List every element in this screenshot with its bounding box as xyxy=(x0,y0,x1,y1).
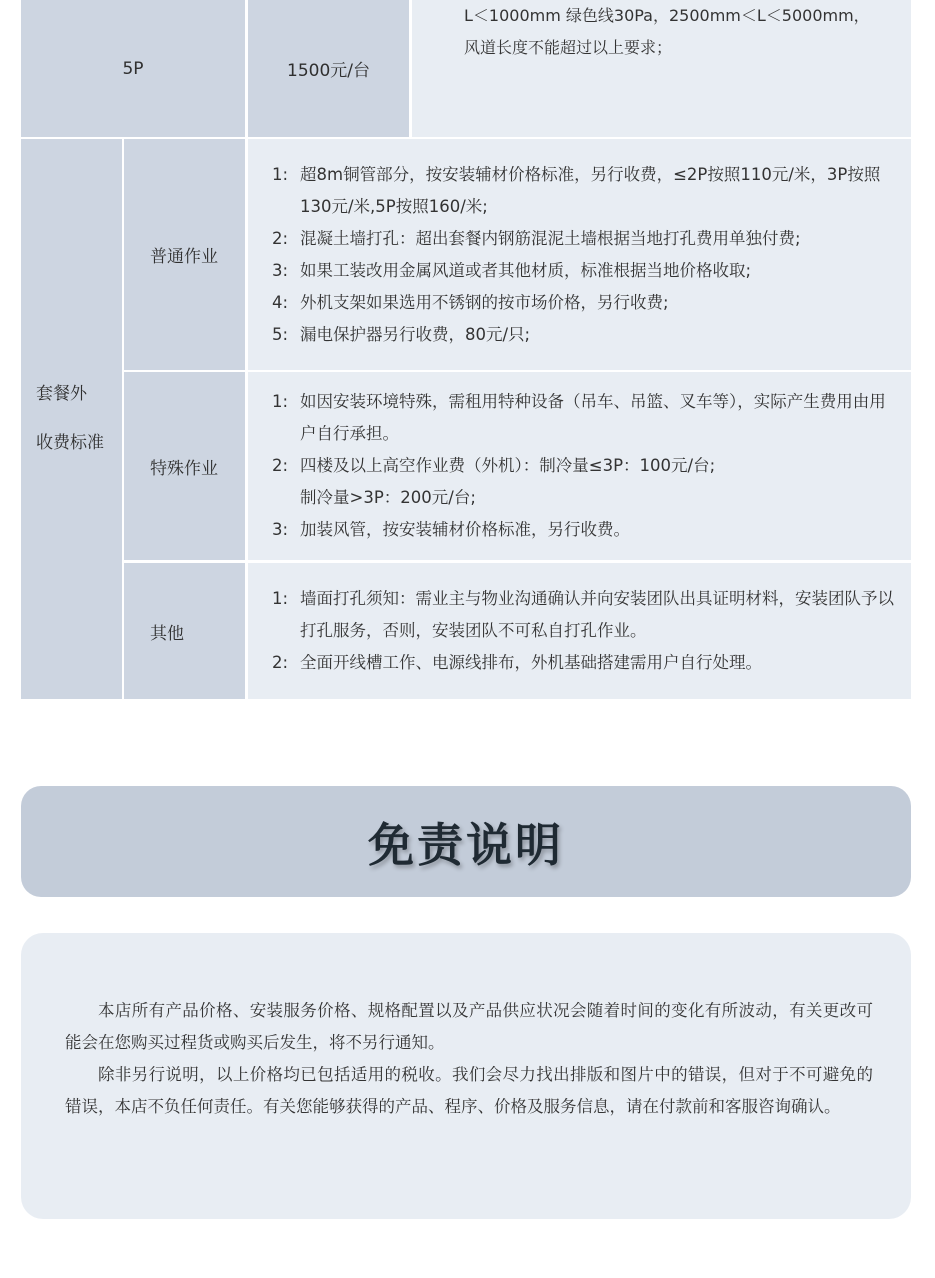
list-item xyxy=(272,255,899,287)
list-item xyxy=(272,450,899,482)
package-extra-label-cell xyxy=(21,139,122,699)
package-extra-label-line-2: 收费标准 xyxy=(36,433,104,453)
item-number: 2: xyxy=(272,228,289,248)
group-name: 普通作业 xyxy=(150,247,218,267)
item-number: 1: xyxy=(272,589,289,608)
group-label-normal xyxy=(124,139,245,370)
item-number: 2: xyxy=(272,456,289,475)
item-text: 外机支架如果选用不锈钢的按市场价格，另行收费; xyxy=(300,292,669,312)
duct-note-line-2: 风道长度不能超过以上要求； xyxy=(464,38,673,57)
item-text: 全面开线槽工作、电源线排布，外机基础搭建需用户自行处理。 xyxy=(300,653,762,672)
item-number: 1: xyxy=(272,164,289,184)
list-item xyxy=(272,647,899,679)
item-text: 加装风管，按安装辅材价格标准，另行收费。 xyxy=(300,520,630,539)
item-text: 墙面打孔须知：需业主与物业沟通确认并向安装团队出具证明材料，安装团队予以打孔服务，否则，安装团队不可私自打孔作业。 xyxy=(300,589,894,640)
duct-note-line-1: L＜1000mm 绿色线30Pa，2500mm＜L＜5000mm， xyxy=(464,6,870,25)
item-text: 超8m铜管部分，按安装辅材价格标准，另行收费，≤2P按照110元/米，3P按照130元/米,5P按照160/米; xyxy=(300,164,881,216)
group-list-other xyxy=(248,563,911,699)
spec-cell xyxy=(21,0,245,137)
list-item xyxy=(272,386,899,450)
group-label-other xyxy=(124,563,245,699)
group-label-special xyxy=(124,372,245,560)
disclaimer-paragraph-2: 除非另行说明，以上价格均已包括适用的税收。我们会尽力找出排版和图片中的错误，但对于不可避免的错误，本店不负任何责任。有关您能够获得的产品、程序、价格及服务信息，请在付款前和客服咨询确认。 xyxy=(65,1065,873,1116)
duct-note-cell xyxy=(412,0,911,137)
item-number xyxy=(272,482,300,514)
list-item xyxy=(272,514,899,546)
item-text: 四楼及以上高空作业费（外机）：制冷量≤3P：100元/台; xyxy=(300,456,716,475)
list-item xyxy=(272,159,899,223)
group-name: 特殊作业 xyxy=(150,458,218,479)
disclaimer-box xyxy=(21,933,911,1219)
group-name: 其他 xyxy=(150,623,184,644)
disclaimer-title: 免责说明 xyxy=(368,817,564,872)
list-item xyxy=(272,223,899,255)
list-item xyxy=(272,583,899,647)
disclaimer-banner xyxy=(21,786,911,897)
item-text: 如果工装改用金属风道或者其他材质，标准根据当地价格收取; xyxy=(300,260,752,280)
group-list-normal xyxy=(248,139,911,370)
item-text: 混凝土墙打孔：超出套餐内钢筋混泥土墙根据当地打孔费用单独付费; xyxy=(300,228,801,248)
item-text: 制冷量>3P：200元/台; xyxy=(300,488,476,507)
package-extra-label-line-1: 套餐外 xyxy=(36,384,87,404)
list-item xyxy=(272,482,899,514)
item-number: 4: xyxy=(272,292,289,312)
item-text: 如因安装环境特殊，需租用特种设备（吊车、吊篮、叉车等），实际产生费用由用户自行承担。 xyxy=(300,392,886,443)
item-number: 3: xyxy=(272,260,289,280)
spec-value: 5P xyxy=(122,58,144,79)
item-number: 3: xyxy=(272,520,289,539)
item-text: 漏电保护器另行收费，80元/只; xyxy=(300,324,531,344)
list-item xyxy=(272,319,899,351)
disclaimer-paragraph-1: 本店所有产品价格、安装服务价格、规格配置以及产品供应状况会随着时间的变化有所波动，有关更改可能会在您购买过程货或购买后发生，将不另行通知。 xyxy=(65,1001,873,1052)
item-number: 5: xyxy=(272,324,289,344)
item-number: 1: xyxy=(272,392,289,411)
item-number: 2: xyxy=(272,653,289,672)
price-value: 1500元/台 xyxy=(287,61,370,81)
price-cell xyxy=(248,0,409,137)
group-list-special xyxy=(248,372,911,560)
list-item xyxy=(272,287,899,319)
